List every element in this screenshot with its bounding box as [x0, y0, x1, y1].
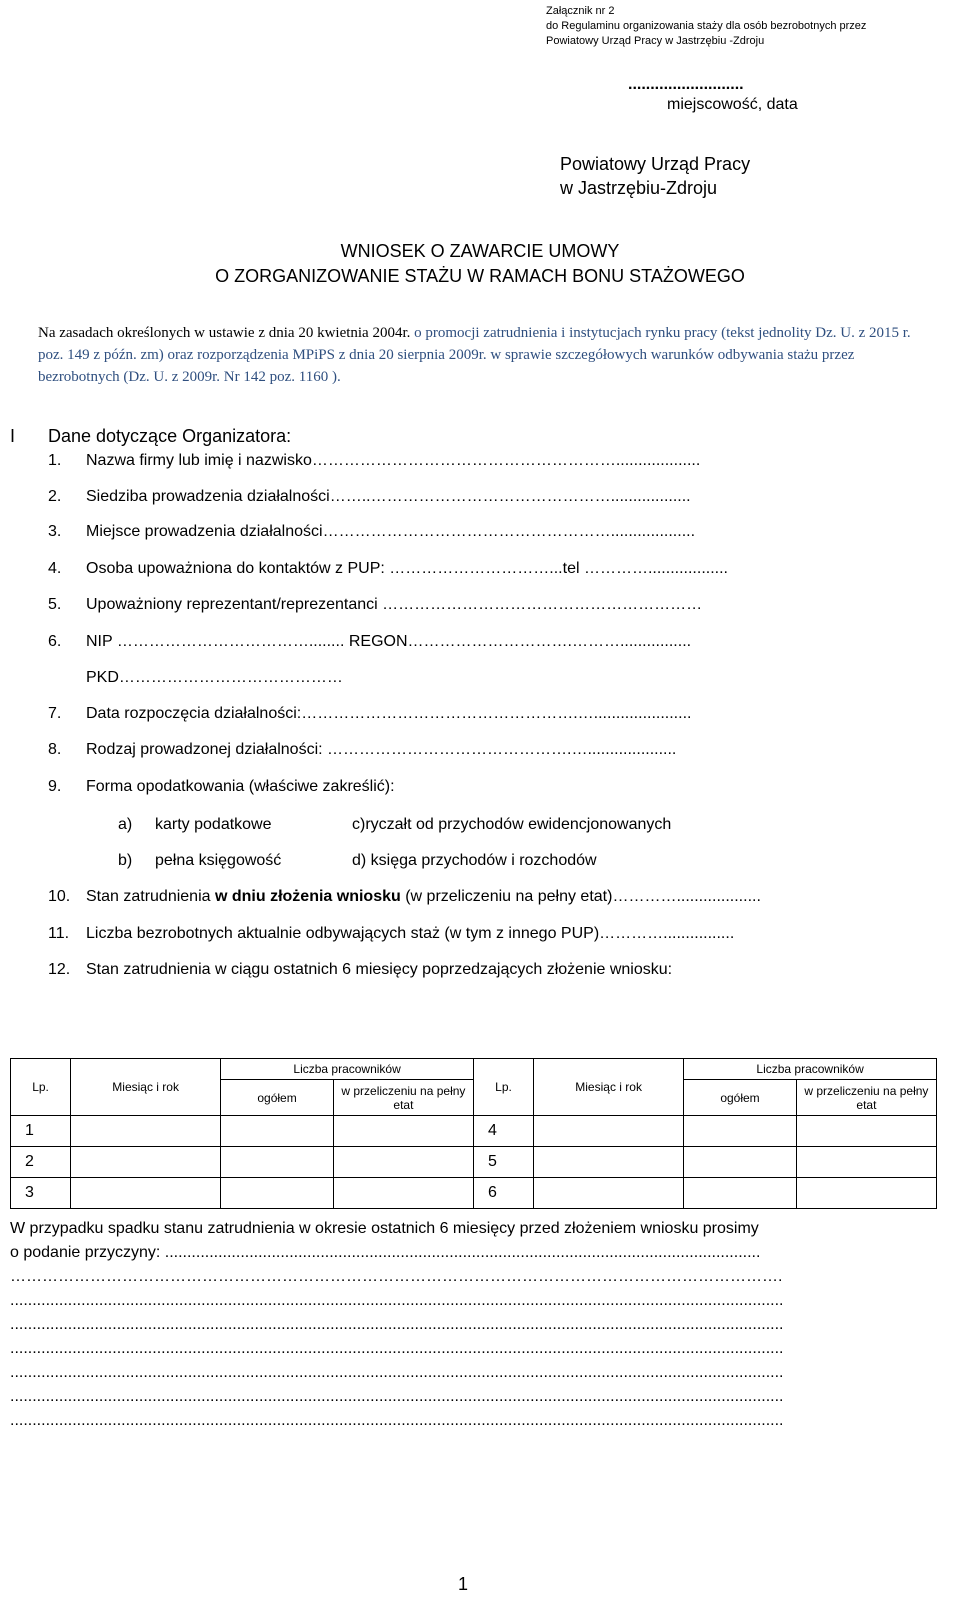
attachment-line-3: Powiatowy Urząd Pracy w Jastrzębiu -Zdroju: [546, 35, 765, 47]
month-cell[interactable]: [534, 1116, 684, 1147]
tax-form-a: karty podatkowe: [155, 816, 272, 833]
total-cell[interactable]: [221, 1178, 334, 1209]
section-heading: Dane dotyczące Organizatora:: [48, 426, 292, 446]
month-cell[interactable]: [71, 1116, 221, 1147]
fte-cell[interactable]: [333, 1116, 473, 1147]
fte-cell[interactable]: [333, 1178, 473, 1209]
decline-line[interactable]: ..............................................................................................................................................................................: [10, 1412, 784, 1429]
tax-form-d: d) księga przychodów i rozchodów: [352, 852, 597, 869]
item-10: 10. Stan zatrudnienia w dniu złożenia wniosku (w przeliczeniu na pełny etat)…………...................: [48, 888, 761, 905]
total-cell[interactable]: [221, 1147, 334, 1178]
title-line-2: O ZORGANIZOWANIE STAŻU W RAMACH BONU STAŻOWEGO: [215, 266, 745, 286]
employment-table: [10, 1058, 937, 1209]
item-5: 5. Upoważniony reprezentant/reprezentanci ……………………………………………………: [48, 596, 703, 613]
decline-line[interactable]: ..............................................................................................................................................................................: [10, 1316, 784, 1333]
tax-form-b: pełna księgowość: [155, 852, 282, 869]
item-4: 4. Osoba upoważniona do kontaktów z PUP: …………………………...tel …………..................: [48, 560, 728, 577]
row-lp-left: 2: [11, 1147, 71, 1178]
header-lp-left: Lp.: [11, 1059, 71, 1116]
header-month-left: Miesiąc i rok: [71, 1059, 221, 1116]
item-3: 3. Miejsce prowadzenia działalności………………………………………………...................: [48, 523, 696, 540]
item-12: 12. Stan zatrudnienia w ciągu ostatnich 6 miesięcy poprzedzających złożenie wniosku:: [48, 961, 673, 978]
row-lp-left: 1: [11, 1116, 71, 1147]
tax-form-b-letter: b): [118, 852, 133, 869]
header-total-left: ogółem: [221, 1080, 334, 1116]
item-7: 7. Data rozpoczęcia działalności:…………………………………………….…......................: [48, 705, 692, 722]
item-11: 11. Liczba bezrobotnych aktualnie odbywających staż (w tym z innego PUP)…………................: [48, 925, 735, 942]
header-total-right: ogółem: [684, 1080, 797, 1116]
month-cell[interactable]: [534, 1147, 684, 1178]
table-row: [11, 1116, 937, 1147]
row-lp-right: 4: [473, 1116, 533, 1147]
fte-cell[interactable]: [796, 1147, 936, 1178]
total-cell[interactable]: [684, 1147, 797, 1178]
legal-basis-part-2: o promocji zatrudnienia i instytucjach rynku pracy (tekst jednolity Dz. U. z 2015 r. poz. 149 z późn. zm) oraz rozporządzenia MPiPS z dnia 20 sierpnia 2009r. w sprawie szczegółowych warunków odbywania stażu przez bezrobotnych (Dz. U. z 2009r. Nr 142 poz. 1160 ).: [38, 325, 911, 385]
decline-text-2: o podanie przyczyny: ......................................................................................................................................: [10, 1244, 761, 1261]
decline-line[interactable]: ..............................................................................................................................................................................: [10, 1364, 784, 1381]
item-6-pkd: PKD……………………………………: [86, 669, 343, 686]
table-row: [11, 1147, 937, 1178]
attachment-note: [546, 4, 866, 49]
attachment-line-2: do Regulaminu organizowania staży dla osób bezrobotnych przez: [546, 20, 867, 32]
header-fte-right: w przeliczeniu na pełny etat: [796, 1080, 936, 1116]
row-lp-right: 5: [473, 1147, 533, 1178]
item-2: 2. Siedziba prowadzenia działalności……..………………………………………..................: [48, 488, 691, 505]
decline-text-1: W przypadku spadku stanu zatrudnienia w okresie ostatnich 6 miesięcy przed złożeniem wniosku prosimy: [10, 1220, 759, 1237]
header-fte-left: w przeliczeniu na pełny etat: [333, 1080, 473, 1116]
row-lp-right: 6: [473, 1178, 533, 1209]
section-roman: I: [10, 426, 16, 446]
item-1: 1. Nazwa firmy lub imię i nazwisko…………………………………………………...................: [48, 452, 701, 469]
fte-cell[interactable]: [796, 1178, 936, 1209]
decline-line[interactable]: ..............................................................................................................................................................................: [10, 1388, 784, 1405]
legal-basis-part-1: Na zasadach określonych w ustawie z dnia 20 kwietnia 2004r.: [38, 325, 415, 341]
header-count-right: Liczba pracowników: [684, 1059, 937, 1080]
addressee-line-2: w Jastrzębiu-Zdroju: [560, 178, 718, 198]
total-cell[interactable]: [221, 1116, 334, 1147]
item-6: 6. NIP ………………………………........ REGON………………………….………................: [48, 633, 692, 650]
place-date-dots: ..........................: [628, 76, 744, 93]
total-cell[interactable]: [684, 1178, 797, 1209]
decline-line[interactable]: ……………………………………………………………………………………………………………………………….: [10, 1268, 783, 1285]
header-count-left: Liczba pracowników: [221, 1059, 474, 1080]
month-cell[interactable]: [534, 1178, 684, 1209]
legal-basis: [38, 322, 938, 388]
tax-form-a-letter: a): [118, 816, 133, 833]
title-line-1: WNIOSEK O ZAWARCIE UMOWY: [340, 241, 620, 261]
tax-form-c: c)ryczałt od przychodów ewidencjonowanych: [352, 816, 672, 833]
month-cell[interactable]: [71, 1147, 221, 1178]
table-row: [11, 1178, 937, 1209]
attachment-line-1: Załącznik nr 2: [546, 5, 615, 17]
decline-line[interactable]: ..............................................................................................................................................................................: [10, 1340, 784, 1357]
header-month-right: Miesiąc i rok: [534, 1059, 684, 1116]
item-8: 8. Rodzaj prowadzonej działalności: ……………………………………….…....................: [48, 741, 677, 758]
header-lp-right: Lp.: [473, 1059, 533, 1116]
decline-line[interactable]: ..............................................................................................................................................................................: [10, 1292, 784, 1309]
month-cell[interactable]: [71, 1178, 221, 1209]
decline-section: [10, 1217, 928, 1433]
fte-cell[interactable]: [796, 1116, 936, 1147]
page-number: 1: [458, 1574, 469, 1594]
row-lp-left: 3: [11, 1178, 71, 1209]
addressee-line-1: Powiatowy Urząd Pracy: [560, 154, 751, 174]
item-9: 9. Forma opodatkowania (właściwe zakreślić):: [48, 778, 395, 795]
fte-cell[interactable]: [333, 1147, 473, 1178]
total-cell[interactable]: [684, 1116, 797, 1147]
place-date-label: miejscowość, data: [667, 96, 798, 113]
